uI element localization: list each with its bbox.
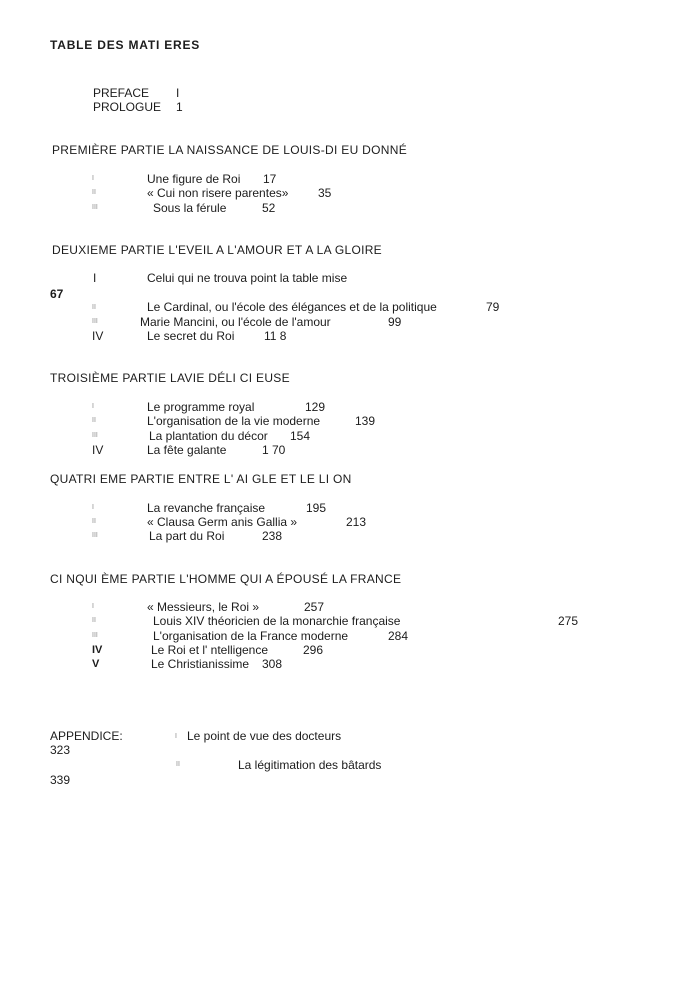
chapter-page: 79	[486, 300, 500, 314]
chapter-title: La fête galante	[147, 443, 227, 457]
chapter-number: III	[92, 632, 98, 639]
chapter-number: I	[92, 175, 94, 182]
chapter-number: III	[92, 432, 98, 439]
chapter-number: I	[92, 504, 94, 511]
chapter-title: Une figure de Roi	[147, 172, 241, 186]
part-heading: QUATRI EME PARTIE ENTRE L' AI GLE ET LE LI ON	[50, 472, 352, 486]
chapter-page: 67	[50, 287, 64, 301]
chapter-title: Celui qui ne trouva point la table mise	[147, 271, 348, 285]
chapter-number: I	[92, 403, 94, 410]
chapter-number: I	[175, 733, 177, 740]
toc-front-page: 1	[176, 100, 183, 114]
part-heading: TROISIÈME PARTIE LAVIE DÉLI CI EUSE	[50, 371, 290, 385]
chapter-page: 296	[303, 643, 324, 657]
chapter-page: 11 8	[264, 329, 287, 343]
chapter-page: 339	[50, 773, 71, 787]
chapter-title: Le programme royal	[147, 400, 255, 414]
chapter-page: 284	[388, 629, 409, 643]
chapter-title: Le secret du Roi	[147, 329, 235, 343]
chapter-number: II	[92, 518, 96, 525]
chapter-number: II	[92, 617, 96, 624]
chapter-title: Sous la férule	[153, 201, 227, 215]
chapter-number: II	[92, 304, 96, 311]
chapter-title: L'organisation de la vie moderne	[147, 414, 321, 428]
part-heading: CI NQUI ÈME PARTIE L'HOMME QUI A ÉPOUSÉ LA FRANCE	[50, 572, 402, 586]
chapter-page: 99	[388, 315, 402, 329]
appendix-label: APPENDICE:	[50, 729, 123, 743]
chapter-number: II	[92, 189, 96, 196]
chapter-title: « Clausa Germ anis Gallia »	[147, 515, 298, 529]
chapter-number: I	[93, 271, 97, 285]
chapter-title: « Messieurs, le Roi »	[147, 600, 260, 614]
chapter-title: Le Christianissime	[151, 657, 250, 671]
chapter-page: 17	[263, 172, 277, 186]
part-heading: DEUXIEME PARTIE L'EVEIL A L'AMOUR ET A LA GLOIRE	[52, 243, 382, 257]
chapter-page: 1 70	[262, 443, 286, 457]
chapter-title: La part du Roi	[149, 529, 225, 543]
chapter-page: 35	[318, 186, 332, 200]
toc-front-page: I	[176, 86, 180, 100]
chapter-title: Le Cardinal, ou l'école des élégances et de la politique	[147, 300, 437, 314]
part-heading: PREMIÈRE PARTIE LA NAISSANCE DE LOUIS-DI EU DONNÉ	[52, 143, 408, 157]
chapter-page: 308	[262, 657, 283, 671]
chapter-page: 213	[346, 515, 367, 529]
chapter-number: V	[92, 658, 100, 670]
chapter-number: IV	[92, 329, 104, 343]
chapter-title: Le Roi et l' ntelligence	[151, 643, 269, 657]
chapter-number: III	[92, 318, 98, 325]
chapter-number: II	[176, 761, 180, 768]
chapter-page: 139	[355, 414, 376, 428]
chapter-page: 129	[305, 400, 326, 414]
chapter-title: La plantation du décor	[149, 429, 268, 443]
toc-front-label: PREFACE	[93, 86, 150, 100]
chapter-page: 52	[262, 201, 276, 215]
chapter-page: 154	[290, 429, 311, 443]
chapter-number: I	[92, 603, 94, 610]
chapter-number: III	[92, 204, 98, 211]
chapter-page: 238	[262, 529, 283, 543]
chapter-title: La revanche française	[147, 501, 266, 515]
chapter-title: Le point de vue des docteurs	[187, 729, 342, 743]
chapter-number: III	[92, 532, 98, 539]
chapter-number: IV	[92, 443, 104, 457]
chapter-page: 275	[558, 614, 579, 628]
chapter-page: 257	[304, 600, 325, 614]
chapter-title: « Cui non risere parentes»	[147, 186, 289, 200]
chapter-page: 323	[50, 743, 71, 757]
chapter-title: Marie Mancini, ou l'école de l'amour	[140, 315, 331, 329]
chapter-title: Louis XIV théoricien de la monarchie française	[153, 614, 401, 628]
chapter-page: 195	[306, 501, 327, 515]
toc-front-label: PROLOGUE	[93, 100, 162, 114]
page-title: TABLE DES MATI ERES	[50, 38, 201, 52]
chapter-title: L'organisation de la France moderne	[153, 629, 349, 643]
chapter-number: IV	[92, 644, 103, 656]
chapter-title: La légitimation des bâtards	[238, 758, 382, 772]
chapter-number: II	[92, 417, 96, 424]
